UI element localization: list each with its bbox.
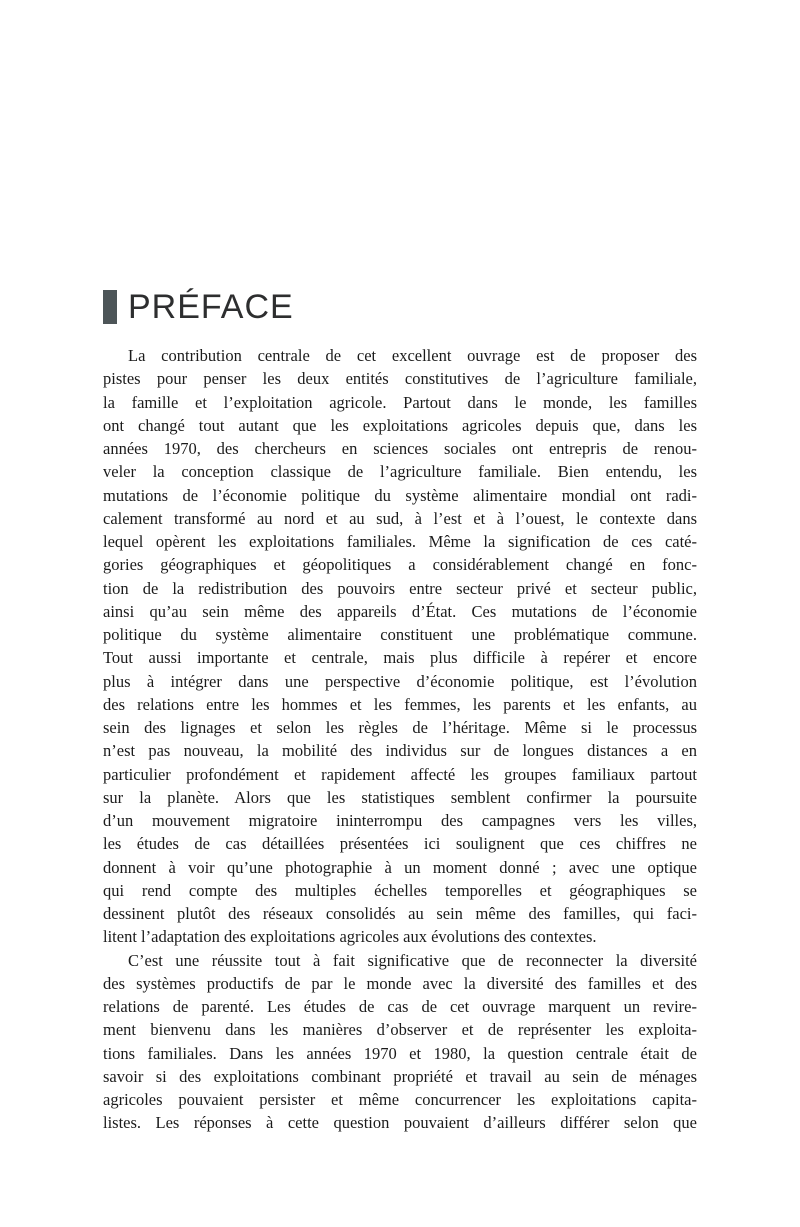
- text-line: dessinent plutôt des réseaux consolidés au sein même des familles, qui faci-: [103, 904, 697, 923]
- text-line: n’est pas nouveau, la mobilité des individus sur de longues distances a en: [103, 741, 697, 761]
- text-line: sein des lignages et selon les règles de l’héritage. Même si le processus: [103, 718, 697, 737]
- page-title: PRÉFACE: [128, 288, 294, 326]
- text-line: des systèmes productifs de par le monde avec la diversité des familles et des: [103, 973, 697, 993]
- text-line: politique du système alimentaire constituent une problématique commune.: [103, 625, 697, 644]
- text-line: plus à intégrer dans une perspective d’économie politique, est l’évolution: [103, 671, 697, 691]
- text-line: gories géographiques et géopolitiques a considérablement changé en fonc-: [103, 555, 697, 575]
- text-line: ment bienvenu dans les manières d’observer et de représenter les exploita-: [103, 1020, 697, 1040]
- text-line: calement transformé au nord et au sud, à l’est et à l’ouest, le contexte dans: [103, 508, 697, 528]
- text-line: Tout aussi importante et centrale, mais plus difficile à repérer et encore: [103, 648, 697, 668]
- text-line: litent l’adaptation des exploitations agricoles aux évolutions des contextes.: [103, 927, 597, 947]
- text-line: particulier profondément et rapidement affecté les groupes familiaux partout: [103, 764, 697, 784]
- text-line: veler la conception classique de l’agriculture familiale. Bien entendu, les: [103, 462, 697, 482]
- text-line: années 1970, des chercheurs en sciences sociales ont entrepris de renou-: [103, 439, 697, 458]
- text-line: les études de cas détaillées présentées ici soulignent que ces chiffres ne: [103, 834, 697, 854]
- text-line: lequel opèrent les exploitations familiales. Même la signification de ces caté-: [103, 532, 697, 551]
- text-line: qui rend compte des multiples échelles temporelles et géographiques se: [103, 880, 697, 900]
- text-line: La contribution centrale de cet excellent ouvrage est de proposer des: [128, 346, 697, 365]
- text-line: ainsi qu’au sein même des appareils d’État. Ces mutations de l’économie: [103, 601, 697, 621]
- text-line: ont changé tout autant que les exploitations agricoles depuis que, dans les: [103, 415, 697, 435]
- text-line: tion de la redistribution des pouvoirs entre secteur privé et secteur public,: [103, 578, 697, 598]
- text-line: savoir si des exploitations combinant propriété et travail au sein de ménages: [103, 1066, 697, 1086]
- text-line: la famille et l’exploitation agricole. Partout dans le monde, les familles: [103, 392, 697, 412]
- preface-header: [103, 288, 294, 326]
- body-text: [103, 344, 697, 1135]
- text-line: listes. Les réponses à cette question pouvaient d’ailleurs différer selon que: [103, 1113, 697, 1133]
- text-line: sur la planète. Alors que les statistiques semblent confirmer la poursuite: [103, 787, 697, 807]
- text-line: d’un mouvement migratoire ininterrompu des campagnes vers les villes,: [103, 811, 697, 830]
- text-line: agricoles pouvaient persister et même concurrencer les exploitations capita-: [103, 1090, 697, 1109]
- text-line: donnent à voir qu’une photographie à un moment donné ; avec une optique: [103, 857, 697, 877]
- title-marker: [103, 290, 117, 324]
- text-line: des relations entre les hommes et les femmes, les parents et les enfants, au: [103, 694, 697, 714]
- text-line: pistes pour penser les deux entités constitutives de l’agriculture familiale,: [103, 369, 697, 389]
- text-line: tions familiales. Dans les années 1970 et 1980, la question centrale était de: [103, 1043, 697, 1063]
- text-line: relations de parenté. Les études de cas de cet ouvrage marquent un revire-: [103, 997, 697, 1016]
- text-line: C’est une réussite tout à fait significative que de reconnecter la diversité: [128, 950, 697, 970]
- text-line: mutations de l’économie politique du système alimentaire mondial ont radi-: [103, 485, 697, 505]
